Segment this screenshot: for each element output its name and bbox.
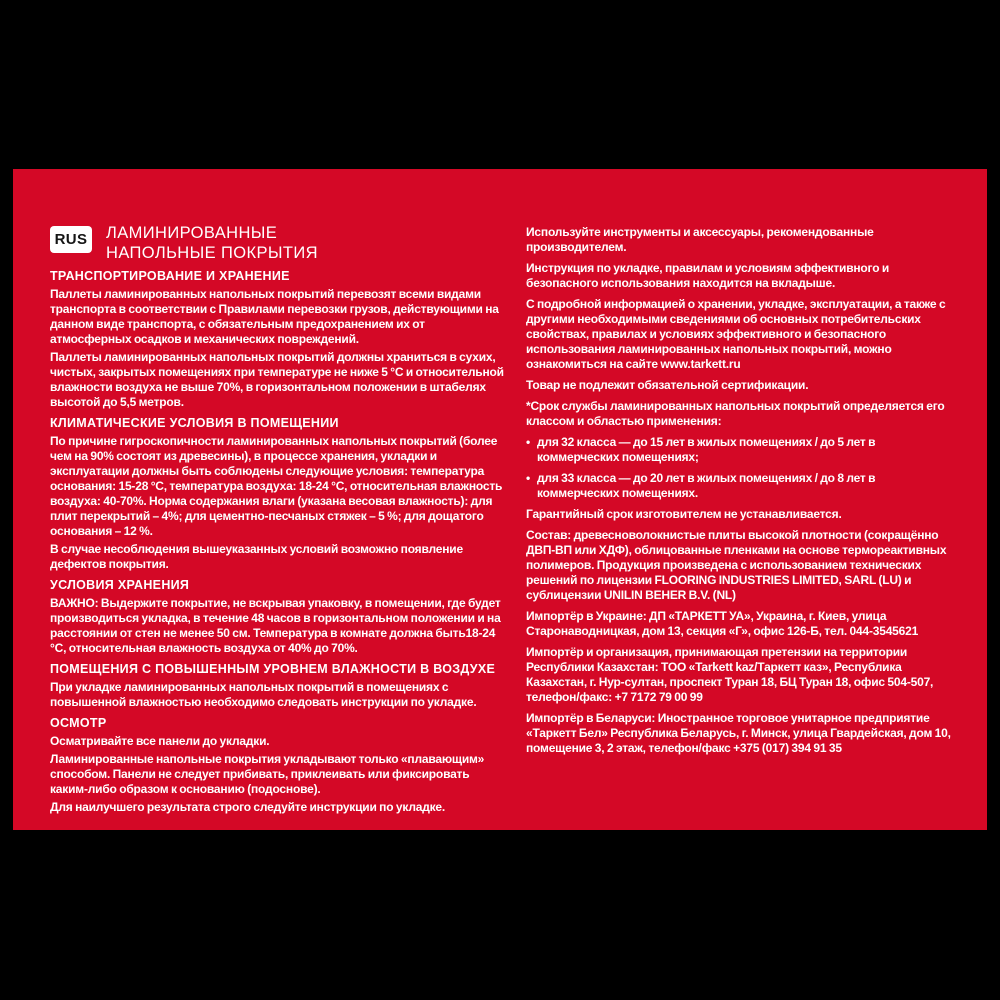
bullet-text: для 33 класса — до 20 лет в жилых помещениях / до 8 лет в коммерческих помещениях.: [537, 471, 876, 500]
label-header: [50, 223, 507, 263]
paragraph: Осматривайте все панели до укладки.: [50, 734, 270, 748]
paragraph-warranty: Гарантийный срок изготовителем не устанавливается.: [526, 507, 842, 521]
paragraph-certification: Товар не подлежит обязательной сертификации.: [526, 378, 809, 392]
paragraph: Ламинированные напольные покрытия укладывают только «плавающим» способом. Панели не следует прибивать, приклеивать или фиксировать каким-либо образом к основанию (подоснове).: [50, 752, 485, 796]
bullet-class-32: [526, 435, 952, 465]
paragraph-detailed-info-website: С подробной информацией о хранении, укладке, эксплуатации, а также с другими необходимыми сведениями об основных потребительских свойствах, правилах и условиях эффективного и безопасного использования ламинированных напольных покрытий, можно ознакомиться на сайте www.tarkett.ru: [526, 297, 946, 371]
section-heading: ПОМЕЩЕНИЯ С ПОВЫШЕННЫМ УРОВНЕМ ВЛАЖНОСТИ В ВОЗДУХЕ: [50, 662, 496, 676]
paragraph: ВАЖНО: Выдержите покрытие, не вскрывая упаковку, в помещении, где будет производиться укладка, в течение 48 часов в горизонтальном положении и на расстоянии от стен не менее 50 см. Температура в комнате должна быть18-24 °С, относительная влажность воздуха от 40% до 70%.: [50, 596, 501, 655]
title-line-2: НАПОЛЬНЫЕ ПОКРЫТИЯ: [106, 244, 318, 262]
paragraph-composition: Состав: древесноволокнистые плиты высокой плотности (сокращённо ДВП-ВП или ХДФ), облицованные пленками на основе термореактивных полимеров. Продукция произведена с использованием технических решений по лицензии FLOORING INDUSTRIES LIMITED, SARL (LU) и сублицензии UNILIN BEHER B.V. (NL): [526, 528, 947, 602]
page-title: [106, 223, 318, 263]
product-label-panel: [13, 169, 987, 830]
label-columns: [13, 169, 987, 818]
bullet-marker: •: [526, 435, 531, 449]
section-heading: ОСМОТР: [50, 716, 107, 730]
paragraph-importer-kazakhstan: Импортёр и организация, принимающая претензии на территории Республики Казахстан: ТОО «Tarkett kaz/Таркетт каз», Республика Казахстан, г. Нур-султан, проспект Туран 18, БЦ Туран 18, офис 504-507, телефон/факс: +7 7172 79 00 99: [526, 645, 934, 704]
paragraph: При укладке ламинированных напольных покрытий в помещениях с повышенной влажностью необходимо следовать инструкции по укладке.: [50, 680, 477, 709]
section-transport-storage: [50, 269, 507, 410]
section-storage-conditions: [50, 578, 507, 656]
paragraph-importer-belarus: Импортёр в Беларуси: Иностранное торговое унитарное предприятие «Таркетт Бел» Республика Беларусь, г. Минск, улица Гвардейская, дом 10, помещение 3, 2 этаж, телефон/факс +375 (017) 394 91 35: [526, 711, 951, 755]
left-column: [50, 223, 507, 818]
right-column: [526, 223, 952, 818]
title-line-1: ЛАМИНИРОВАННЫЕ: [106, 224, 278, 242]
paragraph-service-life: *Срок службы ламинированных напольных покрытий определяется его классом и областью применения:: [526, 399, 945, 428]
paragraph: Паллеты ламинированных напольных покрытий должны храниться в сухих, чистых, закрытых помещениях при температуре не ниже 5 °С и относительной влажности воздуха не выше 70%, в горизонтальном положении в штабелях высотой до 5,5 метров.: [50, 350, 504, 409]
paragraph: В случае несоблюдения вышеуказанных условий возможно появление дефектов покрытия.: [50, 542, 463, 571]
paragraph-tools: Используйте инструменты и аксессуары, рекомендованные производителем.: [526, 225, 874, 254]
bullet-text: для 32 класса — до 15 лет в жилых помещениях / до 5 лет в коммерческих помещениях;: [537, 435, 876, 464]
bullet-marker: •: [526, 471, 531, 485]
paragraph: По причине гигроскопичности ламинированных напольных покрытий (более чем на 90% состоят из древесины), в процессе хранения, укладки и эксплуатации должны быть соблюдены следующие условия: температура основания: 15-28 °С, температура воздуха: 18-24 °С, относительная влажность воздуха: 40-70%. Норма содержания влаги (указана весовая влажность): для плит перекрытий – 4%; для цементно-песчаных стяжек – 5 %; для дощатого основания – 12 %.: [50, 434, 503, 538]
bullet-class-33: [526, 471, 952, 501]
section-heading: КЛИМАТИЧЕСКИЕ УСЛОВИЯ В ПОМЕЩЕНИИ: [50, 416, 339, 430]
language-badge: RUS: [50, 226, 92, 253]
paragraph: Для наилучшего результата строго следуйте инструкции по укладке.: [50, 800, 446, 814]
section-climatic-conditions: [50, 416, 507, 572]
paragraph: Паллеты ламинированных напольных покрытий перевозят всеми видами транспорта в соответствии с Правилами перевозки грузов, действующими на данном виде транспорта, с обязательным предохранением их от атмосферных осадков и механических повреждений.: [50, 287, 499, 346]
section-heading: УСЛОВИЯ ХРАНЕНИЯ: [50, 578, 190, 592]
paragraph-importer-ukraine: Импортёр в Украине: ДП «ТАРКЕТТ УА», Украина, г. Киев, улица Старонаводницкая, дом 13, секция «Г», офис 126-Б, тел. 044-3545621: [526, 609, 919, 638]
section-heading: ТРАНСПОРТИРОВАНИЕ И ХРАНЕНИЕ: [50, 269, 290, 283]
section-inspection: [50, 716, 507, 815]
section-high-humidity-rooms: [50, 662, 507, 710]
paragraph-instruction-insert: Инструкция по укладке, правилам и условиям эффективного и безопасного использования находится на вкладыше.: [526, 261, 890, 290]
